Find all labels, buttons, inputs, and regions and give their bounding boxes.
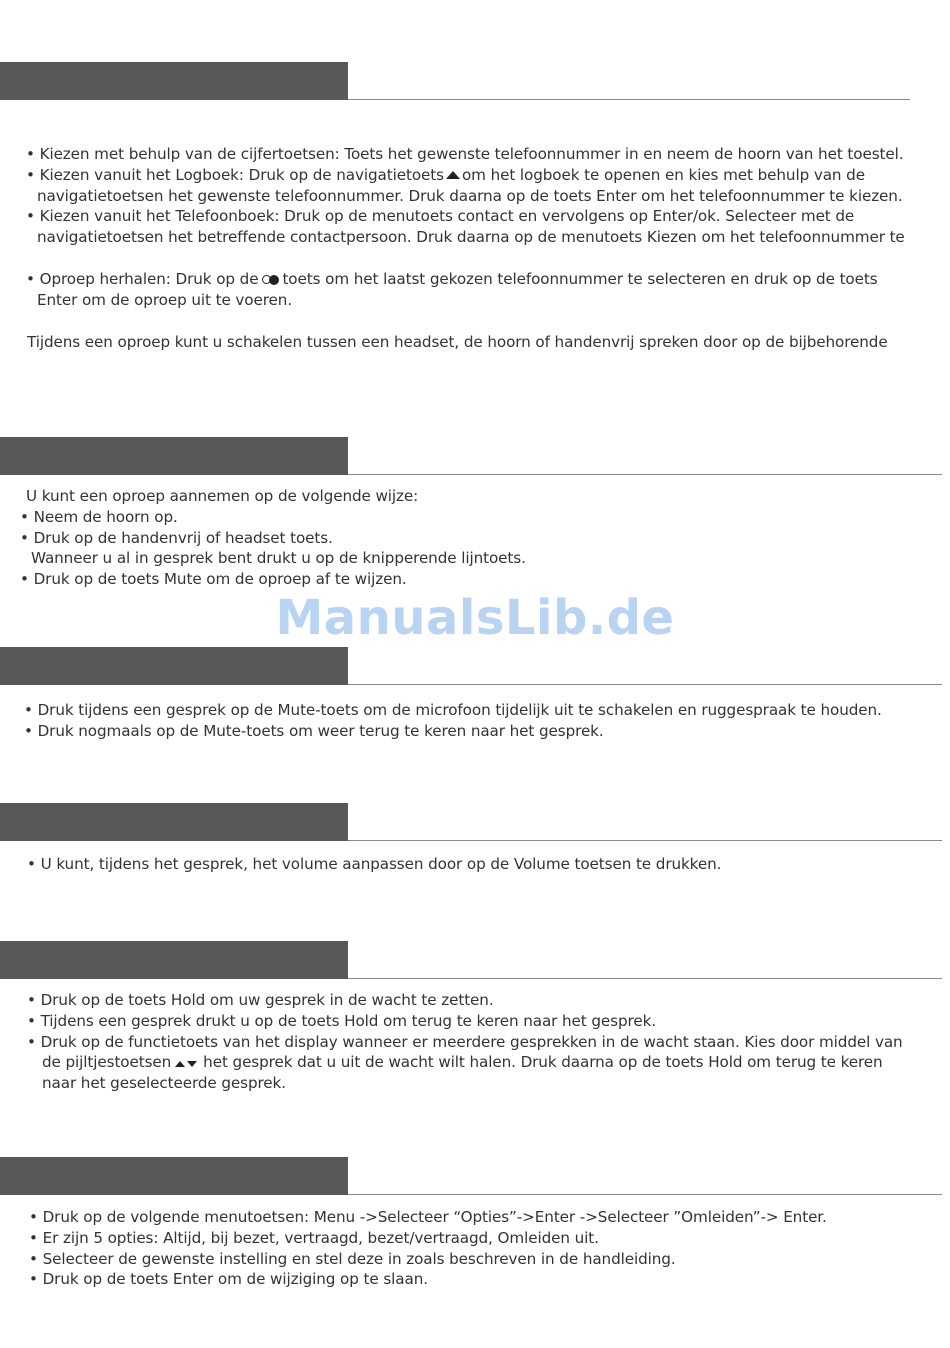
- section-header-bar: [0, 941, 348, 979]
- text-line: • Druk op de toets Mute om de oproep af te wijzen.: [20, 570, 407, 589]
- text-line: [26, 165, 905, 186]
- text-fragment: om het logboek te openen en kies met behulp van de: [461, 165, 865, 184]
- text-line: • Kiezen met behulp van de cijfertoetsen: Toets het gewenste telefoonnummer in en neem de hoorn van het toestel.: [26, 145, 904, 163]
- text-line: [26, 269, 905, 290]
- section-body: [24, 700, 882, 742]
- section-divider: [348, 684, 942, 685]
- text-line: • Druk op de functietoets van het display wanneer er meerdere gesprekken in de wacht staan. Kies door middel van: [27, 1032, 903, 1051]
- section-body: [26, 144, 905, 352]
- section-divider: [348, 840, 942, 841]
- section-body: [29, 1207, 827, 1290]
- section-body: [27, 990, 903, 1094]
- text-line: • Kiezen vanuit het Telefoonboek: Druk op de menutoets contact en vervolgens op Enter/ok. Selecteer met de: [26, 207, 855, 226]
- section-body: [20, 486, 526, 590]
- text-line: • Druk op de toets Enter om de wijziging op te slaan.: [29, 1270, 428, 1289]
- up-triangle-icon: [446, 171, 460, 179]
- text-line: U kunt een oproep aannemen op de volgende wijze:: [26, 487, 419, 505]
- section-header-bar: [0, 647, 348, 685]
- section-header-bar: [0, 62, 348, 100]
- text-line: Enter om de oproep uit te voeren.: [37, 290, 293, 309]
- text-line: • Selecteer de gewenste instelling en stel deze in zoals beschreven in de handleiding.: [29, 1249, 676, 1268]
- text-line: • Er zijn 5 opties: Altijd, bij bezet, vertraagd, bezet/vertraagd, Omleiden uit.: [29, 1228, 599, 1247]
- text-line: navigatietoetsen het betreffende contactpersoon. Druk daarna op de menutoets Kiezen om het telefoonnummer te: [37, 228, 905, 247]
- watermark: ManualsLib.de: [275, 590, 675, 646]
- section-divider: [348, 99, 910, 100]
- section-divider: [348, 474, 942, 475]
- text-line: • Druk op de handenvrij of headset toets.: [20, 528, 333, 547]
- text-line: • Druk tijdens een gesprek op de Mute-toets om de microfoon tijdelijk uit te schakelen en ruggespraak te houden.: [24, 701, 882, 719]
- text-line: • Druk op de toets Hold om uw gesprek in de wacht te zetten.: [27, 991, 494, 1009]
- text-fragment: toets om het laatst gekozen telefoonnummer te selecteren en druk op de toets: [282, 269, 878, 288]
- text-line: • Druk nogmaals op de Mute-toets om weer terug te keren naar het gesprek.: [24, 721, 604, 740]
- section-divider: [348, 1194, 942, 1195]
- text-line: Wanneer u al in gesprek bent drukt u op de knipperende lijntoets.: [31, 549, 526, 568]
- text-line: naar het geselecteerde gesprek.: [42, 1074, 286, 1093]
- spacer: [26, 311, 905, 332]
- redial-icon: [261, 274, 279, 285]
- text-fragment: • Kiezen vanuit het Logboek: Druk op de navigatietoets: [26, 165, 444, 184]
- section-header-bar: [0, 437, 348, 475]
- text-line: • Tijdens een gesprek drukt u op de toets Hold om terug te keren naar het gesprek.: [27, 1011, 656, 1030]
- text-line: navigatietoetsen het gewenste telefoonnummer. Druk daarna op de toets Enter om het telefoonnummer te kiezen.: [37, 186, 903, 205]
- section-body: [27, 854, 721, 875]
- text-line: • Druk op de volgende menutoetsen: Menu ->Selecteer “Opties”->Enter ->Selecteer ”Omleiden”-> Enter.: [29, 1208, 827, 1226]
- text-fragment: het gesprek dat u uit de wacht wilt halen. Druk daarna op de toets Hold om terug te keren: [203, 1053, 883, 1072]
- section-header-bar: [0, 803, 348, 841]
- text-line: • Neem de hoorn op.: [20, 507, 178, 526]
- text-line: • U kunt, tijdens het gesprek, het volume aanpassen door op de Volume toetsen te drukken.: [27, 855, 722, 873]
- text-line: [27, 1052, 903, 1073]
- text-fragment: de pijltjestoetsen: [42, 1053, 172, 1072]
- section-header-bar: [0, 1157, 348, 1195]
- text-line: Tijdens een oproep kunt u schakelen tussen een headset, de hoorn of handenvrij spreken door op de bijbehorende: [27, 332, 888, 351]
- section-divider: [348, 978, 942, 979]
- up-down-arrows-icon: [175, 1052, 197, 1073]
- text-fragment: • Oproep herhalen: Druk op de: [26, 269, 259, 288]
- spacer: [26, 248, 905, 269]
